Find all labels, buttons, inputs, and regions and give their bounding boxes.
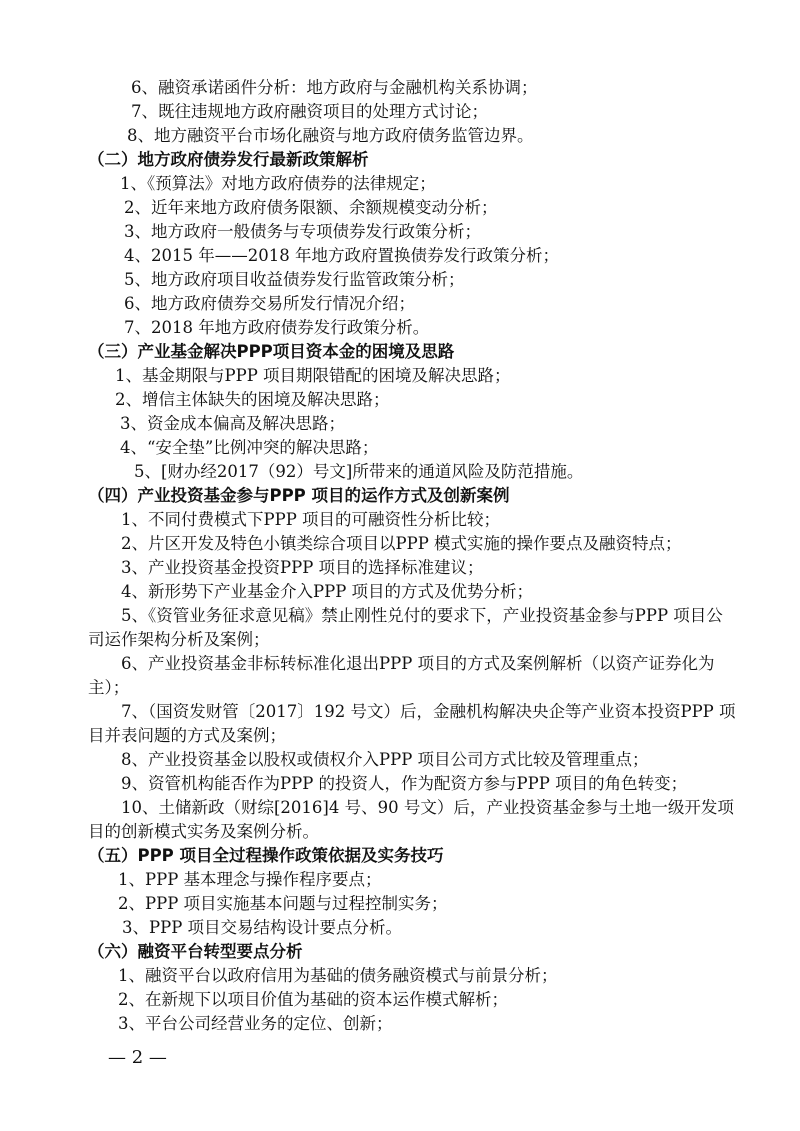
list-item-continuation: 主）； [88, 678, 130, 697]
section-heading: （二）地方政府债券发行最新政策解析 [88, 150, 369, 169]
section-heading: （五）PPP 项目全过程操作政策依据及实务技巧 [88, 846, 444, 865]
list-item: 3、平台公司经营业务的定位、创新； [118, 1014, 393, 1033]
list-item: 3、资金成本偏高及解决思路； [120, 414, 345, 433]
list-item: 2、增信主体缺失的困境及解决思路； [115, 390, 390, 409]
list-item: 6、融资承诺函件分析：地方政府与金融机构关系协调； [131, 78, 538, 97]
list-item: 1、PPP 基本理念与操作程序要点； [118, 870, 382, 889]
list-item: 4、“安全垫”比例冲突的解决思路； [120, 438, 379, 457]
list-item-continuation: 司运作架构分析及案例； [88, 630, 270, 649]
list-item: 8、地方融资平台市场化融资与地方政府债务监管边界。 [127, 126, 534, 145]
page-number: — 2 — [108, 1047, 167, 1068]
section-heading: （四）产业投资基金参与PPP 项目的运作方式及创新案例 [88, 486, 510, 505]
list-item: 7、（国资发财管〔2017〕192 号文）后，金融机构解决央企等产业资本投资PPP 项 [121, 702, 736, 721]
list-item: 2、在新规下以项目价值为基础的资本运作模式解析； [118, 990, 508, 1009]
list-item: 5、[财办经2017（92）号文]所带来的通道风险及防范措施。 [134, 462, 584, 481]
list-item: 3、产业投资基金投资PPP 项目的选择标准建议； [121, 558, 484, 577]
list-item-continuation: 目并表问题的方式及案例； [88, 726, 286, 745]
list-item: 3、PPP 项目交易结构设计要点分析。 [122, 918, 403, 937]
list-item: 10、土储新政（财综[2016]4 号、90 号文）后，产业投资基金参与土地一级开发项 [121, 798, 734, 817]
list-item-continuation: 目的创新模式实务及案例分析。 [88, 822, 319, 841]
list-item: 2、近年来地方政府债务限额、余额规模变动分析； [124, 198, 498, 217]
list-item: 1、不同付费模式下PPP 项目的可融资性分析比较； [121, 510, 501, 529]
list-item: 1、融资平台以政府信用为基础的债务融资模式与前景分析； [118, 966, 558, 985]
list-item: 1、《预算法》对地方政府债券的法律规定； [120, 174, 436, 193]
list-item: 6、产业投资基金非标转标准化退出PPP 项目的方式及案例解析（以资产证券化为 [121, 654, 715, 673]
list-item: 1、基金期限与PPP 项目期限错配的困境及解决思路； [115, 366, 511, 385]
list-item: 2、片区开发及特色小镇类综合项目以PPP 模式实施的操作要点及融资特点； [121, 534, 682, 553]
list-item: 4、2015 年——2018 年地方政府置换债券发行政策分析； [124, 246, 559, 265]
list-item: 2、PPP 项目实施基本问题与过程控制实务； [118, 894, 448, 913]
list-item: 5、地方政府项目收益债券发行监管政策分析； [124, 270, 465, 289]
list-item: 7、2018 年地方政府债券发行政策分析。 [124, 318, 430, 337]
list-item: 9、资管机构能否作为PPP 的投资人，作为配资方参与PPP 项目的角色转变； [121, 774, 688, 793]
list-item: 5、《资管业务征求意见稿》禁止刚性兑付的要求下，产业投资基金参与PPP 项目公 [121, 606, 723, 625]
list-item: 4、新形势下产业基金介入PPP 项目的方式及优势分析； [121, 582, 534, 601]
list-item: 3、地方政府一般债务与专项债券发行政策分析； [124, 222, 481, 241]
list-item: 8、产业投资基金以股权或债权介入PPP 项目公司方式比较及管理重点； [121, 750, 649, 769]
list-item: 7、既往违规地方政府融资项目的处理方式讨论； [131, 102, 488, 121]
list-item: 6、地方政府债券交易所发行情况介绍； [124, 294, 415, 313]
section-heading: （六）融资平台转型要点分析 [88, 942, 303, 961]
section-heading: （三）产业基金解决PPP项目资本金的困境及思路 [88, 342, 455, 361]
